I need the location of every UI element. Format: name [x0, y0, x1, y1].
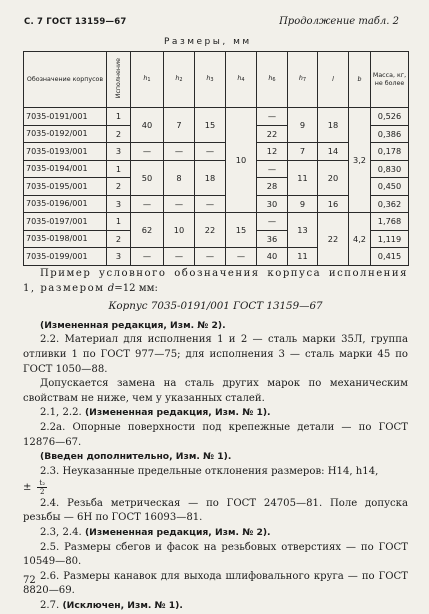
clause-replacement: Допускается замена на сталь других марок по механическим свойствам не ниже, чем у указанных сталей. — [23, 378, 408, 404]
cell-designation: 7035-0195/001 — [24, 178, 107, 196]
cell-mass: 1,768 — [371, 213, 409, 231]
cell-h7: 11 — [288, 160, 318, 195]
header-h2: $h_2$ — [164, 52, 195, 108]
header-h4: $h_4$ — [226, 52, 257, 108]
table-row — [24, 108, 409, 126]
cell-h4: 10 — [226, 108, 257, 213]
cell-h6: 12 — [257, 143, 288, 161]
cell-version: 3 — [107, 195, 131, 213]
added-note-1: (Введен дополнительно, Изм. № 1). — [40, 451, 232, 463]
cell-h3: — — [195, 143, 226, 161]
cell-designation: 7035-0197/001 — [24, 213, 107, 231]
table-title: Размеры, мм — [164, 37, 252, 47]
header-designation: Обозначение корпусов — [24, 52, 107, 108]
header-h6: $h_6$ — [257, 52, 288, 108]
cell-l: 14 — [318, 143, 349, 161]
cell-h6: — — [257, 160, 288, 178]
clause-2-6: 2.6. Размеры канавок для выхода шлифовального круга — по ГОСТ 8820—69. — [23, 570, 408, 597]
dimensions-table — [23, 51, 408, 265]
cell-l: 18 — [318, 108, 349, 143]
cell-h1: 62 — [131, 213, 164, 248]
cell-b: 4,2 — [349, 213, 371, 266]
cell-mass: 0,415 — [371, 248, 409, 266]
cell-mass: 0,830 — [371, 160, 409, 178]
cell-h6: 36 — [257, 230, 288, 248]
cell-h2: — — [164, 143, 195, 161]
cell-h3: — — [195, 195, 226, 213]
cell-h2: 10 — [164, 213, 195, 248]
cell-designation: 7035-0192/001 — [24, 125, 107, 143]
header-version: Исполнение — [107, 52, 131, 108]
cell-designation: 7035-0191/001 — [24, 108, 107, 126]
clause-2-2a: 2.2а. Опорные поверхности под крепежные детали — по ГОСТ 12876—67. — [23, 421, 408, 448]
cell-h7: 9 — [288, 195, 318, 213]
document-body — [23, 267, 408, 614]
clause-2-5: 2.5. Размеры сбегов и фасок на резьбовых отверстиях — по ГОСТ 10549—80. — [23, 541, 408, 568]
cell-version: 1 — [107, 108, 131, 126]
cell-b: 3,2 — [349, 108, 371, 213]
cell-version: 1 — [107, 160, 131, 178]
cell-h7: 11 — [288, 248, 318, 266]
cell-h3: 18 — [195, 160, 226, 195]
cell-h1: — — [131, 248, 164, 266]
cell-h1: 50 — [131, 160, 164, 195]
cell-version: 1 — [107, 213, 131, 231]
clause-2-2: 2.2. Материал для исполнения 1 и 2 — сталь марки 35Л, группа отливки 1 по ГОСТ 977—75; для исполнения 3 — сталь марки 45 по ГОСТ 1050—88. — [23, 334, 408, 375]
cell-h1: — — [131, 195, 164, 213]
revision-note-2: (Измененная редакция, Изм. № 2). — [40, 319, 226, 331]
cell-mass: 0,362 — [371, 195, 409, 213]
cell-designation: 7035-0193/001 — [24, 143, 107, 161]
cell-h3: 15 — [195, 108, 226, 143]
cell-l: 16 — [318, 195, 349, 213]
clause-2-3-2-4-revision: 2.3, 2.4. (Измененная редакция, Изм. № 2). — [40, 527, 271, 538]
cell-version: 3 — [107, 143, 131, 161]
cell-mass: 0,526 — [371, 108, 409, 126]
cell-h1: 40 — [131, 108, 164, 143]
clause-2-4: 2.4. Резьба метрическая — по ГОСТ 24705—81. Поле допуска резьбы — 6H по ГОСТ 16093—81. — [23, 497, 408, 524]
cell-mass: 0,450 — [371, 178, 409, 196]
cell-l: 22 — [318, 213, 349, 266]
cell-version: 2 — [107, 230, 131, 248]
cell-version: 2 — [107, 125, 131, 143]
table-continuation-label: Продолжение табл. 2 — [279, 16, 399, 27]
cell-h4: 15 — [226, 213, 257, 248]
clause-2-3: 2.3. Неуказанные предельные отклонения размеров: H14, h14, — [40, 465, 379, 477]
table-row — [24, 213, 409, 231]
cell-designation: 7035-0196/001 — [24, 195, 107, 213]
header-l: l — [318, 52, 349, 108]
cell-mass: 0,178 — [371, 143, 409, 161]
cell-designation: 7035-0194/001 — [24, 160, 107, 178]
header-b: b — [349, 52, 371, 108]
header-h7: $h_7$ — [288, 52, 318, 108]
cell-h3: 22 — [195, 213, 226, 248]
header-h1: $h_1$ — [131, 52, 164, 108]
cell-h2: — — [164, 248, 195, 266]
cell-h7: 9 — [288, 108, 318, 143]
header-mass: Масса, кг, не более — [371, 52, 409, 108]
cell-h4: — — [226, 248, 257, 266]
cell-version: 2 — [107, 178, 131, 196]
page-number: 72 — [23, 575, 36, 586]
example-code: Корпус 7035-0191/001 ГОСТ 13159—67 — [108, 300, 323, 313]
cell-l: 20 — [318, 160, 349, 195]
cell-h7: 13 — [288, 213, 318, 248]
cell-designation: 7035-0199/001 — [24, 248, 107, 266]
cell-h6: 40 — [257, 248, 288, 266]
tolerance-formula: ± $\frac{\text{t₂}}{2}$ — [23, 479, 46, 497]
clause-2-1-2-2-revision: 2.1, 2.2. (Измененная редакция, Изм. № 1). — [40, 407, 271, 419]
cell-version: 3 — [107, 248, 131, 266]
cell-h2: 7 — [164, 108, 195, 143]
cell-h6: 30 — [257, 195, 288, 213]
cell-h6: — — [257, 213, 288, 231]
page-header-left: С. 7 ГОСТ 13159—67 — [24, 17, 127, 27]
cell-h7: 7 — [288, 143, 318, 161]
cell-h3: — — [195, 248, 226, 266]
cell-h1: — — [131, 143, 164, 161]
header-h3: $h_3$ — [195, 52, 226, 108]
cell-h6: 28 — [257, 178, 288, 196]
clause-2-7: 2.7. (Исключен, Изм. № 1). — [40, 599, 183, 611]
cell-mass: 1,119 — [371, 230, 409, 248]
cell-h2: 8 — [164, 160, 195, 195]
cell-h6: — — [257, 108, 288, 126]
example-intro: Пример условного обозначения корпуса исполнения 1, размером d=12 мм: — [23, 268, 408, 294]
cell-mass: 0,386 — [371, 125, 409, 143]
cell-designation: 7035-0198/001 — [24, 230, 107, 248]
cell-h2: — — [164, 195, 195, 213]
cell-h6: 22 — [257, 125, 288, 143]
